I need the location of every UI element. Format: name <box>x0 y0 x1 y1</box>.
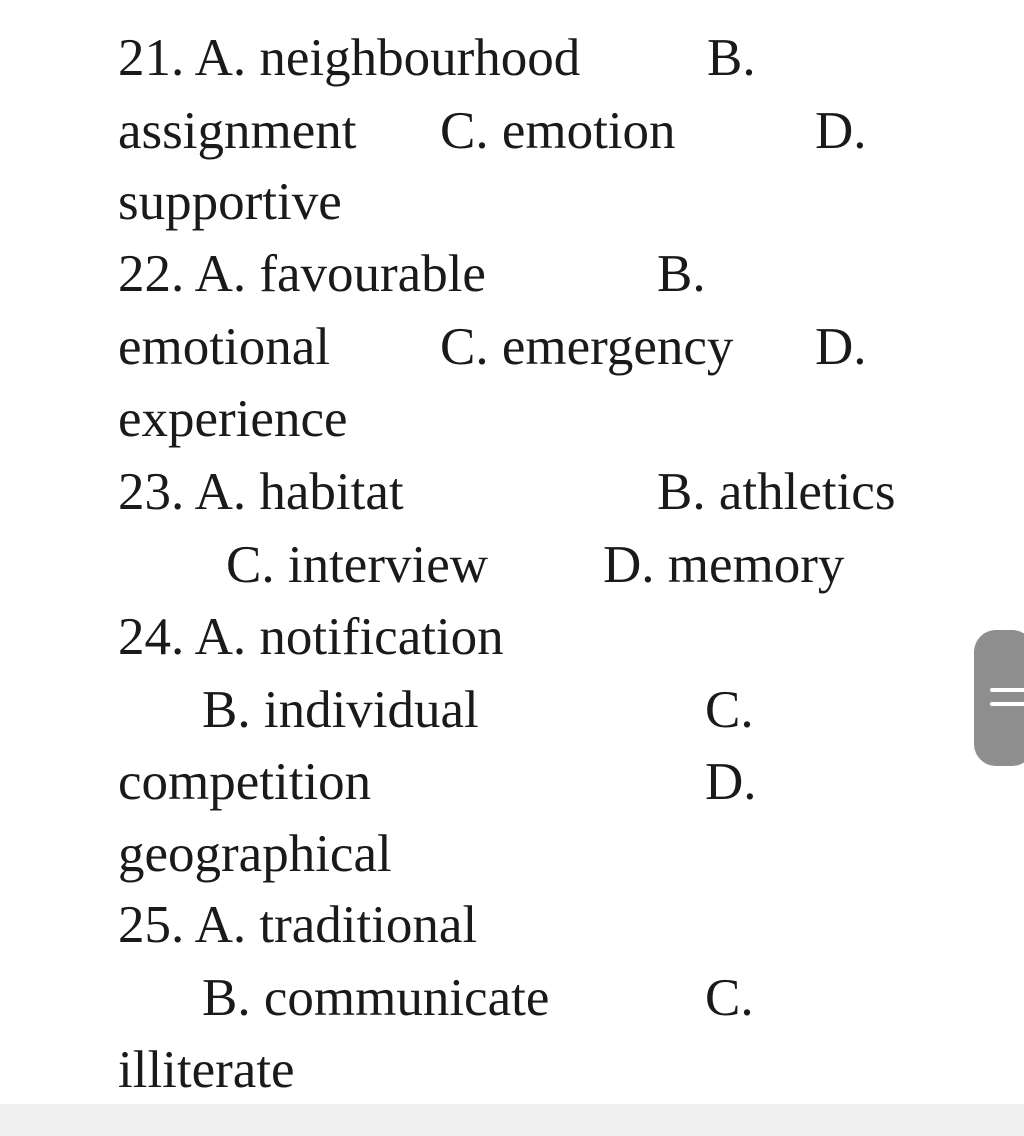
q25-option-c-letter: C. <box>705 969 754 1027</box>
bottom-edge-band <box>0 1104 1024 1136</box>
q25-option-a: 25. A. traditional <box>118 896 478 954</box>
q22-option-d-letter: D. <box>815 318 867 376</box>
q23-option-d: D. memory <box>603 536 845 594</box>
q24-option-d-letter: D. <box>705 753 757 811</box>
q21-option-c: C. emotion <box>440 102 676 160</box>
q22-option-b-word: emotional <box>118 318 330 376</box>
q24-option-b: B. individual <box>202 681 479 739</box>
q24-option-d-word: geographical <box>118 825 392 883</box>
q24-option-c-word: competition <box>118 753 372 811</box>
q21-option-d-word: supportive <box>118 173 342 231</box>
q23-option-c: C. interview <box>226 536 488 594</box>
q23-option-b: B. athletics <box>657 463 896 521</box>
q21-option-d-letter: D. <box>815 102 867 160</box>
q24-option-a: 24. A. notification <box>118 608 504 666</box>
q25-option-b: B. communicate <box>202 969 550 1027</box>
q21-option-b-word: assignment <box>118 102 357 160</box>
scroll-handle[interactable] <box>974 630 1024 766</box>
q24-option-c-letter: C. <box>705 681 754 739</box>
q23-option-a: 23. A. habitat <box>118 463 404 521</box>
q25-option-c-word: illiterate <box>118 1041 295 1099</box>
q22-option-c: C. emergency <box>440 318 734 376</box>
q21-option-b-letter: B. <box>707 29 756 87</box>
q22-option-b-letter: B. <box>657 245 706 303</box>
q22-option-d-word: experience <box>118 390 348 448</box>
q22-option-a: 22. A. favourable <box>118 245 486 303</box>
q21-option-a: 21. A. neighbourhood <box>118 29 581 87</box>
